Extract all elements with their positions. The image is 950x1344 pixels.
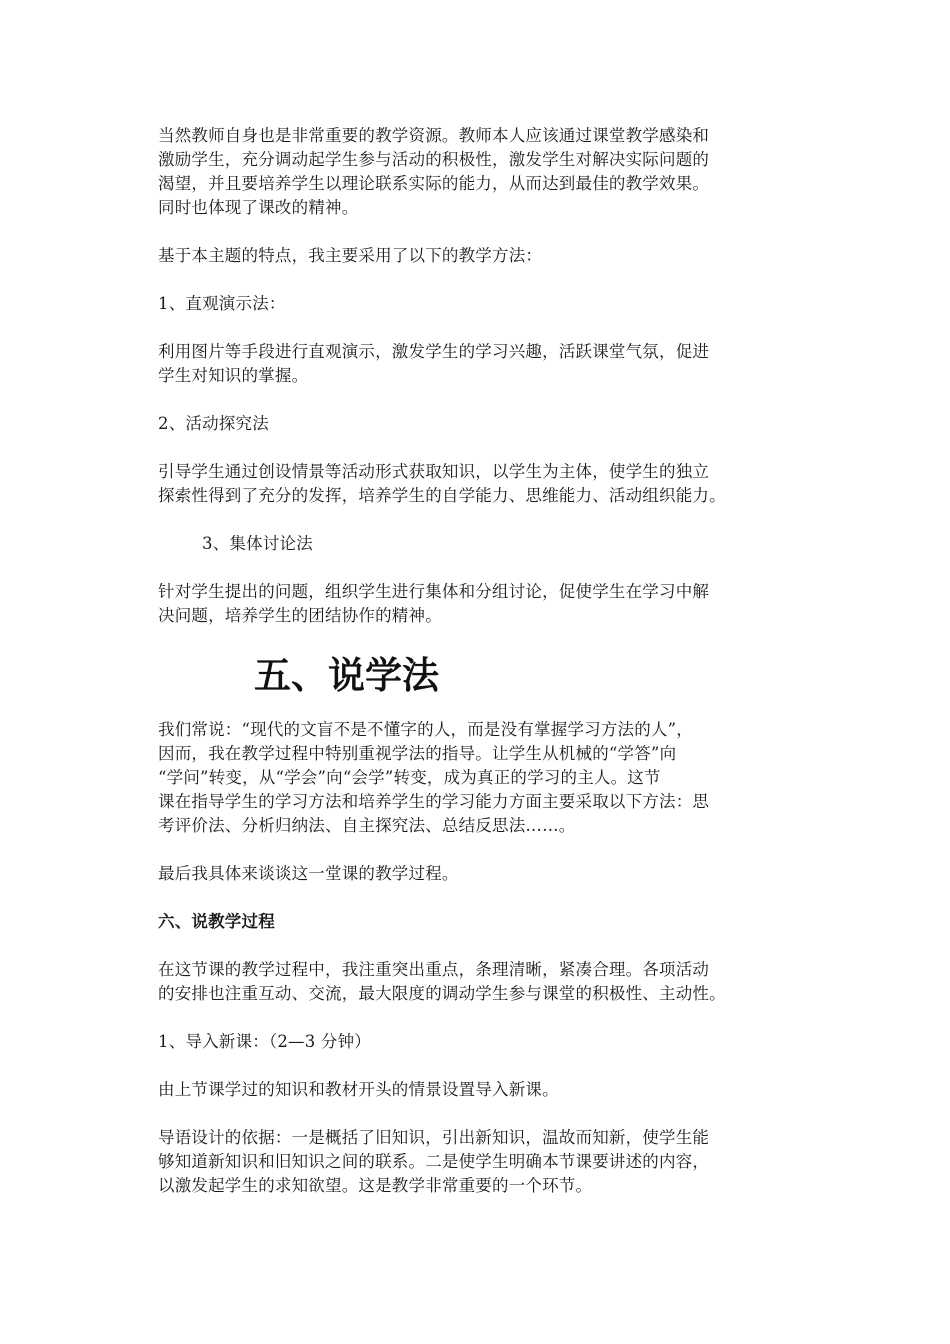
method-heading-1: 1、直观演示法： (158, 294, 286, 313)
paragraph-method-1: 利用图片等手段进行直观演示，激发学生的学习兴趣，活跃课堂气氛，促进 学生对知识的掌握。 (158, 342, 710, 385)
document-body (158, 124, 803, 1222)
section-heading-learning-method: 五、说学法 (254, 654, 439, 697)
paragraph-learning-method: 我们常说：“现代的文盲不是不懂字的人，而是没有掌握学习方法的人”， 因而，我在教学过程中特别重视学法的指导。让学生从机械的“学答”向 “学问”转变，从“学会”向“会学”转变，成为真正的学习的主人。这节 课在指导学生的学习方法和培养学生的学习能力方面主要采取以下方法：思 考评价法、分析归纳法、自主探究法、总结反思法……。 (158, 720, 710, 835)
paragraph-method-3: 针对学生提出的问题，组织学生进行集体和分组讨论，促使学生在学习中解 决问题，培养学生的团结协作的精神。 (158, 582, 710, 625)
paragraph-intro-method: 由上节课学过的知识和教材开头的情景设置导入新课。 (158, 1080, 559, 1099)
paragraph-methods-intro: 基于本主题的特点，我主要采用了以下的教学方法： (158, 246, 543, 265)
paragraph-process-overview: 在这节课的教学过程中，我注重突出重点，条理清晰，紧凑合理。各项活动 的安排也注重互动、交流，最大限度的调动学生参与课堂的积极性、主动性。 (158, 960, 726, 1003)
method-heading-2: 2、活动探究法 (158, 414, 269, 433)
paragraph-intro-rationale: 导语设计的依据：一是概括了旧知识，引出新知识，温故而知新，使学生能 够知道新知识和旧知识之间的联系。二是使学生明确本节课要讲述的内容， 以激发起学生的求知欲望。这是教学非常重要的一个环节。 (158, 1128, 710, 1195)
paragraph-transition: 最后我具体来谈谈这一堂课的教学过程。 (158, 864, 459, 883)
paragraph-method-2: 引导学生通过创设情景等活动形式获取知识，以学生为主体，使学生的独立 探索性得到了充分的发挥，培养学生的自学能力、思维能力、活动组织能力。 (158, 462, 726, 505)
method-heading-3: 3、集体讨论法 (202, 534, 313, 553)
step-heading-intro: 1、导入新课：（2—3 分钟） (158, 1032, 371, 1051)
section-heading-teaching-process: 六、说教学过程 (158, 912, 275, 931)
paragraph-teacher-resource: 当然教师自身也是非常重要的教学资源。教师本人应该通过课堂教学感染和 激励学生，充分调动起学生参与活动的积极性，激发学生对解决实际问题的 渴望，并且要培养学生以理论联系实际的能力，从而达到最佳的教学效果。 同时也体现了课改的精神。 (158, 126, 710, 217)
